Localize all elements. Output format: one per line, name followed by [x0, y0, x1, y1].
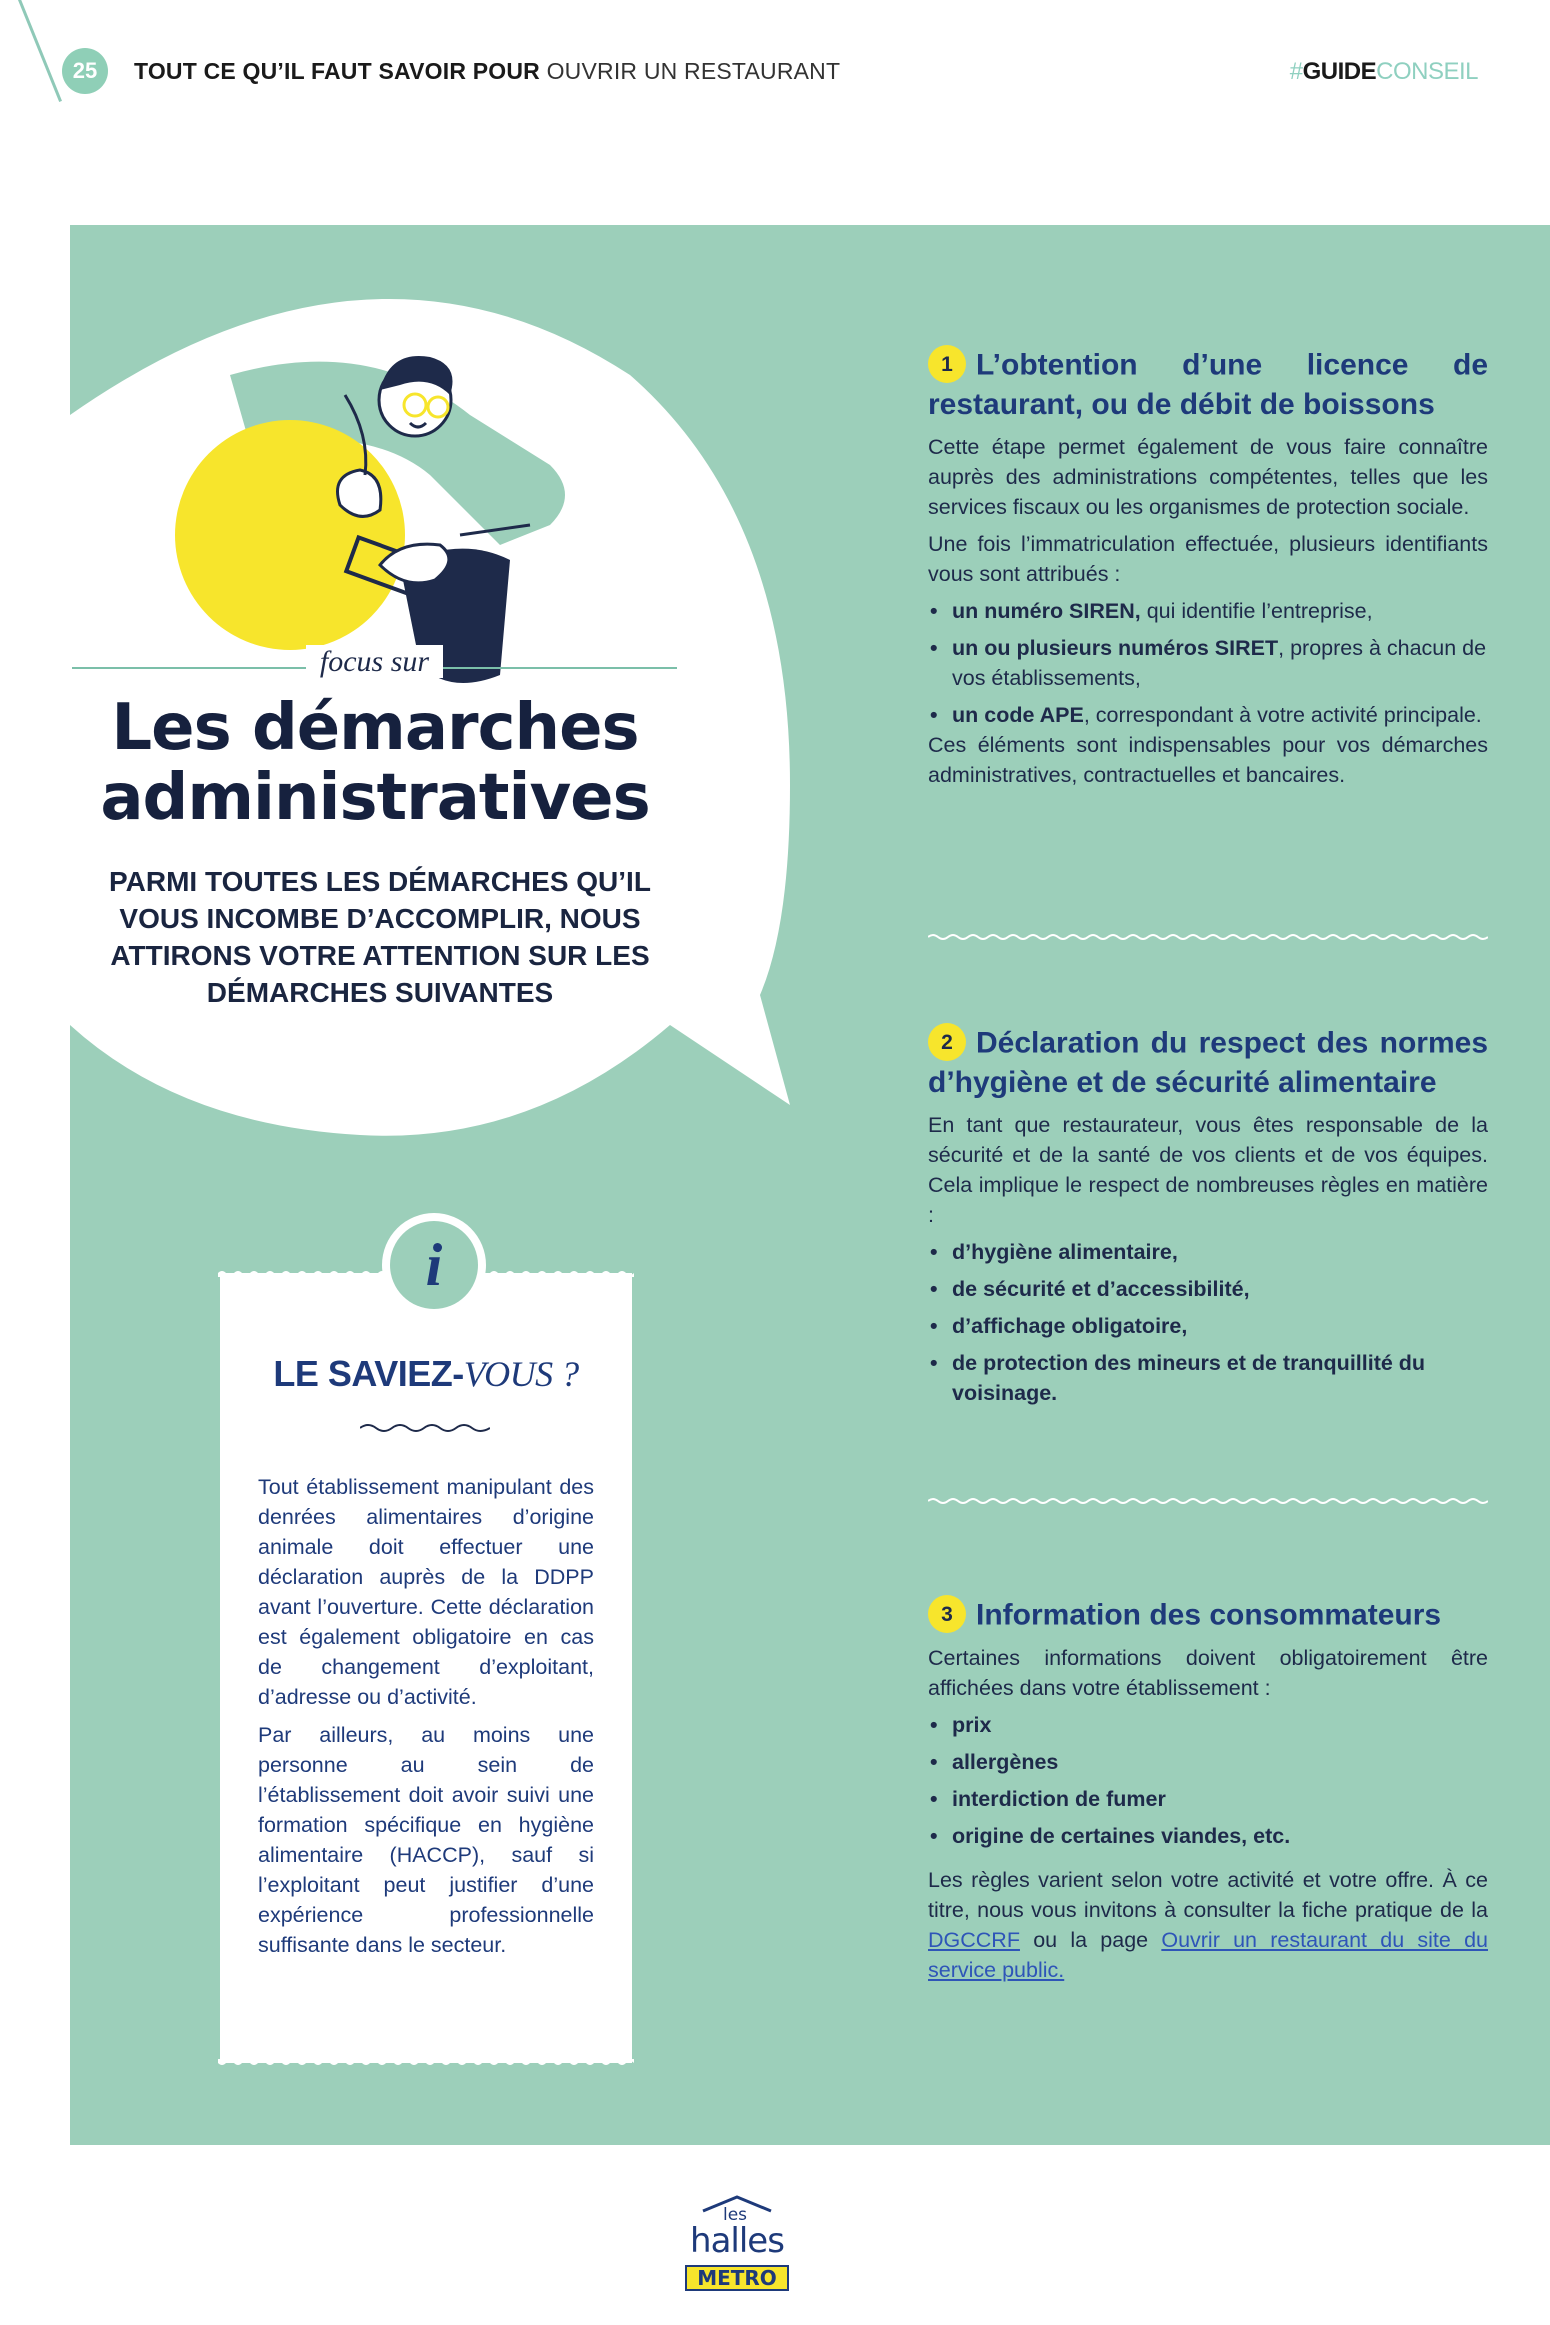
step-paragraph: Cette étape permet également de vous faire connaître auprès des administrations compétentes, telles que les services fiscaux ou les organismes de protection sociale. [928, 434, 1488, 519]
list-item: • origine de certaines viandes, etc. [928, 1821, 1488, 1851]
step-paragraph: Certaines informations doivent obligatoirement être affichées dans votre établissement : [928, 1645, 1488, 1700]
tag-hash: # [1289, 58, 1303, 85]
saviez-vous-title-bold: LE SAVIEZ- [273, 1353, 464, 1394]
step-1-list [928, 596, 1488, 730]
step-1-body [928, 432, 1488, 790]
step-2-list [928, 1237, 1488, 1408]
wave-separator [928, 931, 1488, 943]
info-icon [382, 1213, 486, 1317]
step-3-body [928, 1643, 1488, 1985]
page-number-badge: 25 [62, 48, 108, 94]
step-number-badge: 1 [928, 345, 966, 383]
character-illustration [170, 335, 650, 695]
step-3-title: 3 Information des consommateurs [928, 1595, 1488, 1635]
green-panel [70, 225, 1550, 2145]
list-item: • de sécurité et d’accessibilité, [928, 1274, 1488, 1304]
step-number-badge: 3 [928, 1595, 966, 1633]
card-zigzag-bottom [218, 2059, 634, 2067]
list-item: • un numéro SIREN, qui identifie l’entreprise, [928, 596, 1488, 626]
list-item: • prix [928, 1710, 1488, 1740]
card-wave-divider [360, 1421, 490, 1435]
saviez-vous-title [220, 1353, 632, 1395]
focus-label-row [72, 645, 677, 685]
step-3-list [928, 1710, 1488, 1851]
logo-metro-text: METRO [685, 2265, 789, 2291]
step-2-body [928, 1110, 1488, 1408]
step-2 [928, 1023, 1488, 1415]
dgccrf-link[interactable]: DGCCRF [928, 1927, 1020, 1952]
list-item: • d’affichage obligatoire, [928, 1311, 1488, 1341]
tag-guide: GUIDE [1302, 58, 1377, 85]
saviez-vous-paragraph: Par ailleurs, au moins une personne au sein de l’établissement doit avoir suivi une formation spécifique en hygiène alimentaire (HACCP), sauf si l’exploitant peut justifier d’une expérience professionnelle suffisante dans le secteur. [258, 1723, 594, 1957]
service-public-link[interactable]: Ouvrir un restaurant du site du service public. [928, 1927, 1488, 1982]
focus-intro: PARMI TOUTES LES DÉMARCHES QU’IL VOUS INCOMBE D’ACCOMPLIR, NOUS ATTIRONS VOTRE ATTENTION SUR LES DÉMARCHES SUIVANTES [109, 866, 651, 1008]
step-1-title: 1 L’obtention d’une licence de restaurant, ou de débit de boissons [928, 345, 1488, 424]
logo-halles-text: halles [690, 2221, 784, 2261]
step-paragraph: En tant que restaurateur, vous êtes responsable de la sécurité et de la santé de vos clients et de vos équipes. Cela implique le respect de nombreuses règles en matière : [928, 1112, 1488, 1227]
les-halles-metro-logo [683, 2195, 791, 2295]
logo-les-text: les [723, 2205, 748, 2225]
step-3 [928, 1595, 1488, 1992]
wave-separator [928, 1495, 1488, 1507]
list-item: • un ou plusieurs numéros SIRET, propres à chacun de vos établissements, [928, 633, 1488, 693]
step-paragraph: Une fois l’immatriculation effectuée, plusieurs identifiants vous sont attribués : [928, 531, 1488, 586]
header-title [134, 58, 840, 85]
list-item: • interdiction de fumer [928, 1784, 1488, 1814]
focus-label: focus sur [72, 645, 677, 679]
list-item: • un code APE, correspondant à votre activité principale. [928, 700, 1488, 730]
step-paragraph: Ces éléments sont indispensables pour vos démarches administratives, contractuelles et bancaires. [928, 732, 1488, 787]
focus-title [70, 693, 680, 833]
tag-conseil: CONSEIL [1376, 58, 1478, 85]
focus-title-line1: Les démarches [111, 691, 639, 765]
saviez-vous-body [258, 1472, 594, 1968]
step-number-badge: 2 [928, 1023, 966, 1061]
focus-title-line2: administratives [100, 761, 650, 835]
corner-decoration-line [18, 0, 62, 102]
header-title-light: OUVRIR UN RESTAURANT [546, 58, 841, 84]
step-3-closing: Les règles varient selon votre activité et votre offre. À ce titre, nous vous invitons à consulter la fiche pratique de la DGCCRF ou la page Ouvrir un restaurant du site du service public. [928, 1867, 1488, 1982]
saviez-vous-title-italic: VOUS ? [463, 1354, 579, 1394]
step-1 [928, 345, 1488, 797]
list-item: • allergènes [928, 1747, 1488, 1777]
saviez-vous-paragraph: Tout établissement manipulant des denrées alimentaires d’origine animale doit effectuer une déclaration auprès de la DDPP avant l’ouverture. Cette déclaration est également obligatoire en cas de changement d’exploitant, d’adresse ou d’activité. [258, 1475, 594, 1709]
header-title-bold: TOUT CE QU’IL FAUT SAVOIR POUR [134, 58, 540, 84]
info-icon-letter: i [390, 1221, 478, 1309]
step-2-title: 2 Déclaration du respect des normes d’hygiène et de sécurité alimentaire [928, 1023, 1488, 1102]
guide-conseil-tag [1290, 58, 1478, 86]
list-item: • d’hygiène alimentaire, [928, 1237, 1488, 1267]
list-item: • de protection des mineurs et de tranquillité du voisinage. [928, 1348, 1488, 1408]
